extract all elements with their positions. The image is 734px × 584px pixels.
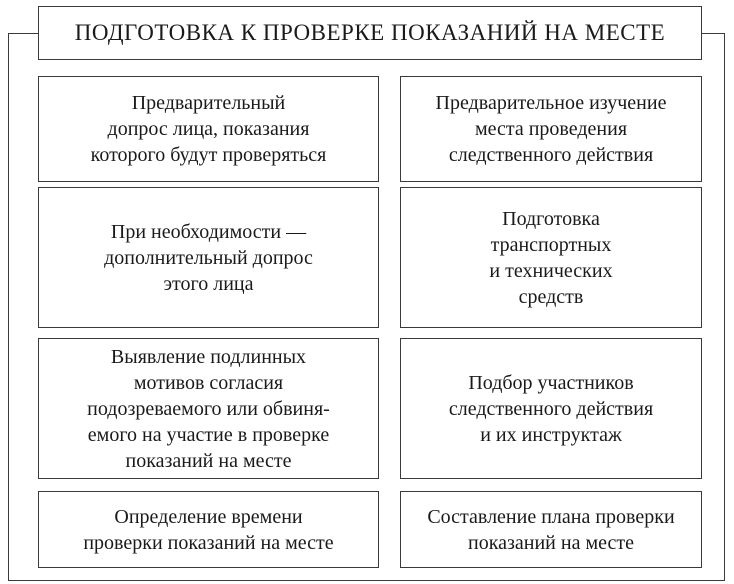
step-additional-interrogation xyxy=(38,187,379,328)
box-line: и технических xyxy=(489,259,613,282)
box-line: транспортных xyxy=(490,233,612,256)
box-line: Подбор участников xyxy=(468,371,634,394)
box-line: и их инструктаж xyxy=(480,423,622,446)
box-line: следственного действия xyxy=(448,144,654,166)
box-line: следственного действия xyxy=(448,397,654,420)
box-line: Составление плана проверки xyxy=(427,505,675,528)
box-line: Подготовка xyxy=(502,207,600,230)
step-determine-time xyxy=(38,491,379,568)
box-line: При необходимости — xyxy=(110,220,307,243)
step-preliminary-interrogation xyxy=(38,76,379,182)
box-line: этого лица xyxy=(163,272,254,295)
box-line: места проведения xyxy=(474,118,628,140)
box-line: которого будут проверяться xyxy=(90,144,327,166)
diagram-title: ПОДГОТОВКА К ПРОВЕРКЕ ПОКАЗАНИЙ НА МЕСТЕ xyxy=(38,6,702,60)
box-line: Определение времени xyxy=(114,505,303,528)
step-prepare-transport xyxy=(400,187,702,328)
box-line: дополнительный допрос xyxy=(104,246,313,269)
box-line: емого на участие в проверке xyxy=(87,423,330,446)
box-line: Выявление подлинных xyxy=(110,345,307,368)
box-line: показаний на месте xyxy=(125,449,292,472)
step-select-participants xyxy=(400,338,702,479)
box-line: мотивов согласия xyxy=(133,371,284,394)
step-study-location xyxy=(400,76,702,182)
box-line: Предварительное изучение xyxy=(435,92,667,114)
box-line: проверки показаний на месте xyxy=(83,531,334,554)
box-line: подозреваемого или обвиня- xyxy=(87,397,330,420)
box-line: показаний на месте xyxy=(468,531,634,554)
box-line: Предварительный xyxy=(131,92,286,114)
box-line: средств xyxy=(518,285,584,308)
step-identify-motives xyxy=(38,338,379,479)
step-draw-up-plan xyxy=(400,491,702,568)
box-line: допрос лица, показания xyxy=(107,118,310,140)
